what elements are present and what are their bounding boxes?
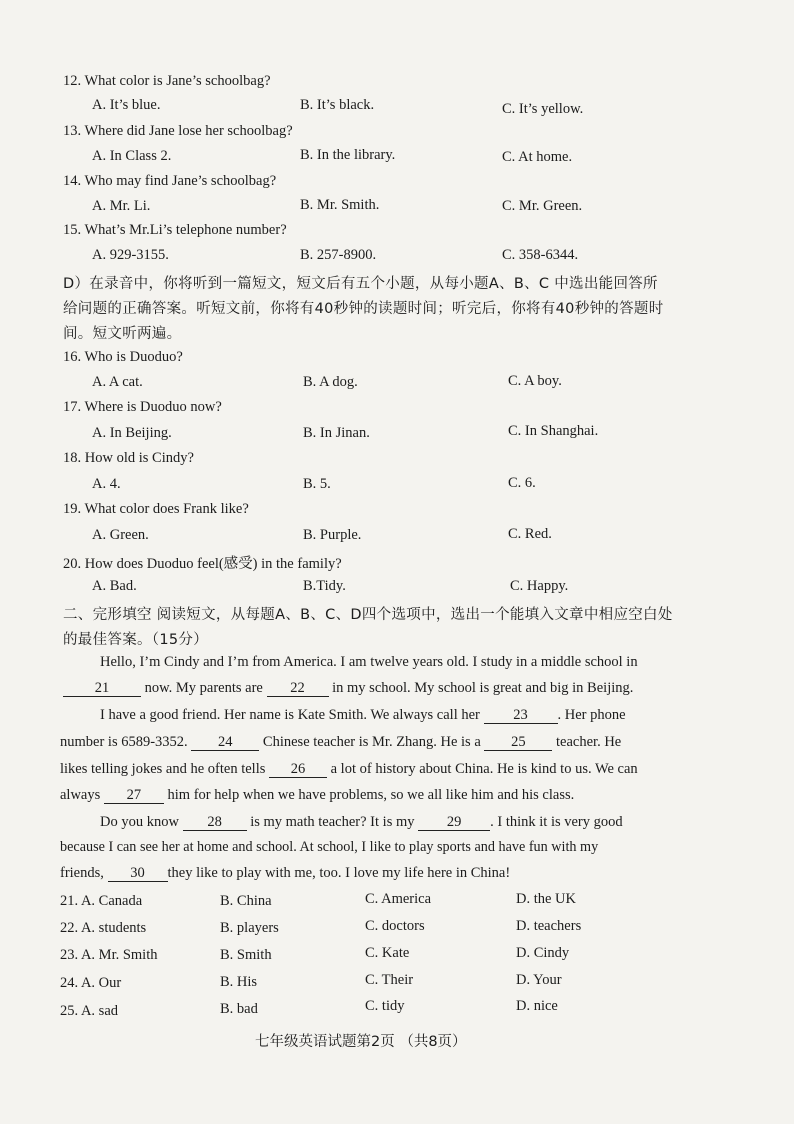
option-15c: C. 358-6344.	[502, 247, 579, 263]
option-12a: A. It’s blue.	[92, 97, 161, 113]
passage-line-1: Hello, I’m Cindy and I’m from America. I am twelve years old. I study in a middle school in	[100, 654, 638, 670]
cloze-option-25a: 25. A. sad	[60, 1003, 118, 1019]
cloze-option-21b: B. China	[220, 893, 272, 909]
blank-23: 23	[484, 708, 558, 724]
passage-text: him for help when we have problems, so we all like him and his class.	[167, 787, 575, 803]
cloze-option-22b: B. players	[220, 920, 279, 936]
passage-text: Chinese teacher is Mr. Zhang. He is a	[262, 734, 481, 750]
question-20: 20. How does Duoduo feel(感受) in the family?	[63, 556, 342, 572]
option-14a: A. Mr. Li.	[92, 198, 151, 214]
cloze-option-22c: C. doctors	[365, 918, 425, 934]
option-12c: C. It’s yellow.	[502, 101, 584, 117]
option-17a: A. In Beijing.	[92, 425, 172, 441]
option-13c: C. At home.	[502, 149, 573, 165]
blank-30: 30	[108, 866, 168, 882]
passage-line-8: because I can see her at home and school. At school, I like to play sports and have fun with my	[60, 839, 599, 855]
passage-text: now. My parents are	[144, 680, 263, 696]
question-18: 18. How old is Cindy?	[63, 450, 194, 466]
question-13: 13. Where did Jane lose her schoolbag?	[63, 123, 293, 139]
option-14c: C. Mr. Green.	[502, 198, 583, 214]
passage-line-4	[60, 734, 621, 751]
blank-25: 25	[484, 735, 552, 751]
option-13a: A. In Class 2.	[92, 148, 172, 164]
passage-text: in my school. My school is great and big in Beijing.	[332, 680, 634, 696]
cloze-option-24c: C. Their	[365, 972, 414, 988]
blank-28: 28	[183, 815, 247, 831]
option-16a: A. A cat.	[92, 374, 143, 390]
cloze-option-23c: C. Kate	[365, 945, 410, 961]
question-12: 12. What color is Jane’s schoolbag?	[63, 73, 271, 89]
section-d-instruction-3: 间。短文听两遍。	[63, 326, 182, 342]
passage-line-9	[60, 865, 510, 882]
option-17b: B. In Jinan.	[303, 425, 370, 441]
passage-text: Do you know	[100, 814, 179, 830]
passage-text: number is 6589-3352.	[60, 734, 188, 750]
option-18b: B. 5.	[303, 476, 331, 492]
passage-line-6	[60, 787, 574, 804]
blank-22: 22	[267, 681, 329, 697]
passage-text: I have a good friend. Her name is Kate Smith. We always call her	[100, 707, 480, 723]
passage-line-3	[100, 707, 626, 724]
passage-text: is my math teacher? It is my	[250, 814, 415, 830]
cloze-option-24a: 24. A. Our	[60, 975, 122, 991]
passage-text: . I think it is very good	[490, 814, 623, 830]
section-d-instruction-2: 给问题的正确答案。听短文前，你将有40秒钟的读题时间；听完后，你将有40秒钟的答题时	[63, 301, 664, 317]
passage-text: friends,	[60, 865, 104, 881]
option-19a: A. Green.	[92, 527, 149, 543]
question-19: 19. What color does Frank like?	[63, 501, 249, 517]
option-15b: B. 257-8900.	[300, 247, 377, 263]
cloze-option-23b: B. Smith	[220, 947, 272, 963]
option-15a: A. 929-3155.	[92, 247, 169, 263]
option-16b: B. A dog.	[303, 374, 358, 390]
option-19c: C. Red.	[508, 526, 552, 542]
passage-text: teacher. He	[556, 734, 622, 750]
cloze-option-25d: D. nice	[516, 998, 558, 1014]
option-14b: B. Mr. Smith.	[300, 197, 380, 213]
passage-text: they like to play with me, too. I love my life here in China!	[167, 865, 511, 881]
question-14: 14. Who may find Jane’s schoolbag?	[63, 173, 277, 189]
cloze-option-21c: C. America	[365, 891, 432, 907]
blank-26: 26	[269, 762, 327, 778]
cloze-option-25b: B. bad	[220, 1001, 258, 1017]
option-16c: C. A boy.	[508, 373, 562, 389]
cloze-option-21d: D. the UK	[516, 891, 577, 907]
question-15: 15. What’s Mr.Li’s telephone number?	[63, 222, 287, 238]
option-18a: A. 4.	[92, 476, 121, 492]
passage-text: always	[60, 787, 101, 803]
cloze-option-24d: D. Your	[516, 972, 562, 988]
blank-21: 21	[63, 681, 141, 697]
passage-text: . Her phone	[557, 707, 626, 723]
section-d-instruction-1: D）在录音中，你将听到一篇短文，短文后有五个小题，从每小题A、B、C 中选出能回答所	[63, 276, 658, 292]
option-20b: B.Tidy.	[303, 578, 346, 594]
option-12b: B. It’s black.	[300, 97, 375, 113]
option-20a: A. Bad.	[92, 578, 137, 594]
cloze-title-2: 的最佳答案。（15分）	[63, 632, 208, 648]
cloze-option-23d: D. Cindy	[516, 945, 570, 961]
option-20c: C. Happy.	[510, 578, 569, 594]
passage-line-7	[100, 814, 623, 831]
cloze-option-23a: 23. A. Mr. Smith	[60, 947, 158, 963]
question-17: 17. Where is Duoduo now?	[63, 399, 222, 415]
cloze-option-22a: 22. A. students	[60, 920, 147, 936]
passage-text: likes telling jokes and he often tells	[60, 761, 266, 777]
page-footer: 七年级英语试题第2页 （共8页）	[255, 1034, 467, 1050]
option-17c: C. In Shanghai.	[508, 423, 599, 439]
passage-line-5	[60, 761, 638, 778]
passage-line-2	[63, 680, 633, 697]
cloze-option-22d: D. teachers	[516, 918, 582, 934]
cloze-option-25c: C. tidy	[365, 998, 405, 1014]
passage-text: a lot of history about China. He is kind to us. We can	[330, 761, 638, 777]
blank-29: 29	[418, 815, 490, 831]
option-19b: B. Purple.	[303, 527, 362, 543]
cloze-title-1: 二、完形填空 阅读短文，从每题A、B、C、D四个选项中，选出一个能填入文章中相应空白处	[63, 607, 673, 623]
blank-27: 27	[104, 788, 164, 804]
question-16: 16. Who is Duoduo?	[63, 349, 183, 365]
blank-24: 24	[191, 735, 259, 751]
cloze-option-24b: B. His	[220, 974, 258, 990]
cloze-option-21a: 21. A. Canada	[60, 893, 143, 909]
option-13b: B. In the library.	[300, 147, 396, 163]
option-18c: C. 6.	[508, 475, 536, 491]
